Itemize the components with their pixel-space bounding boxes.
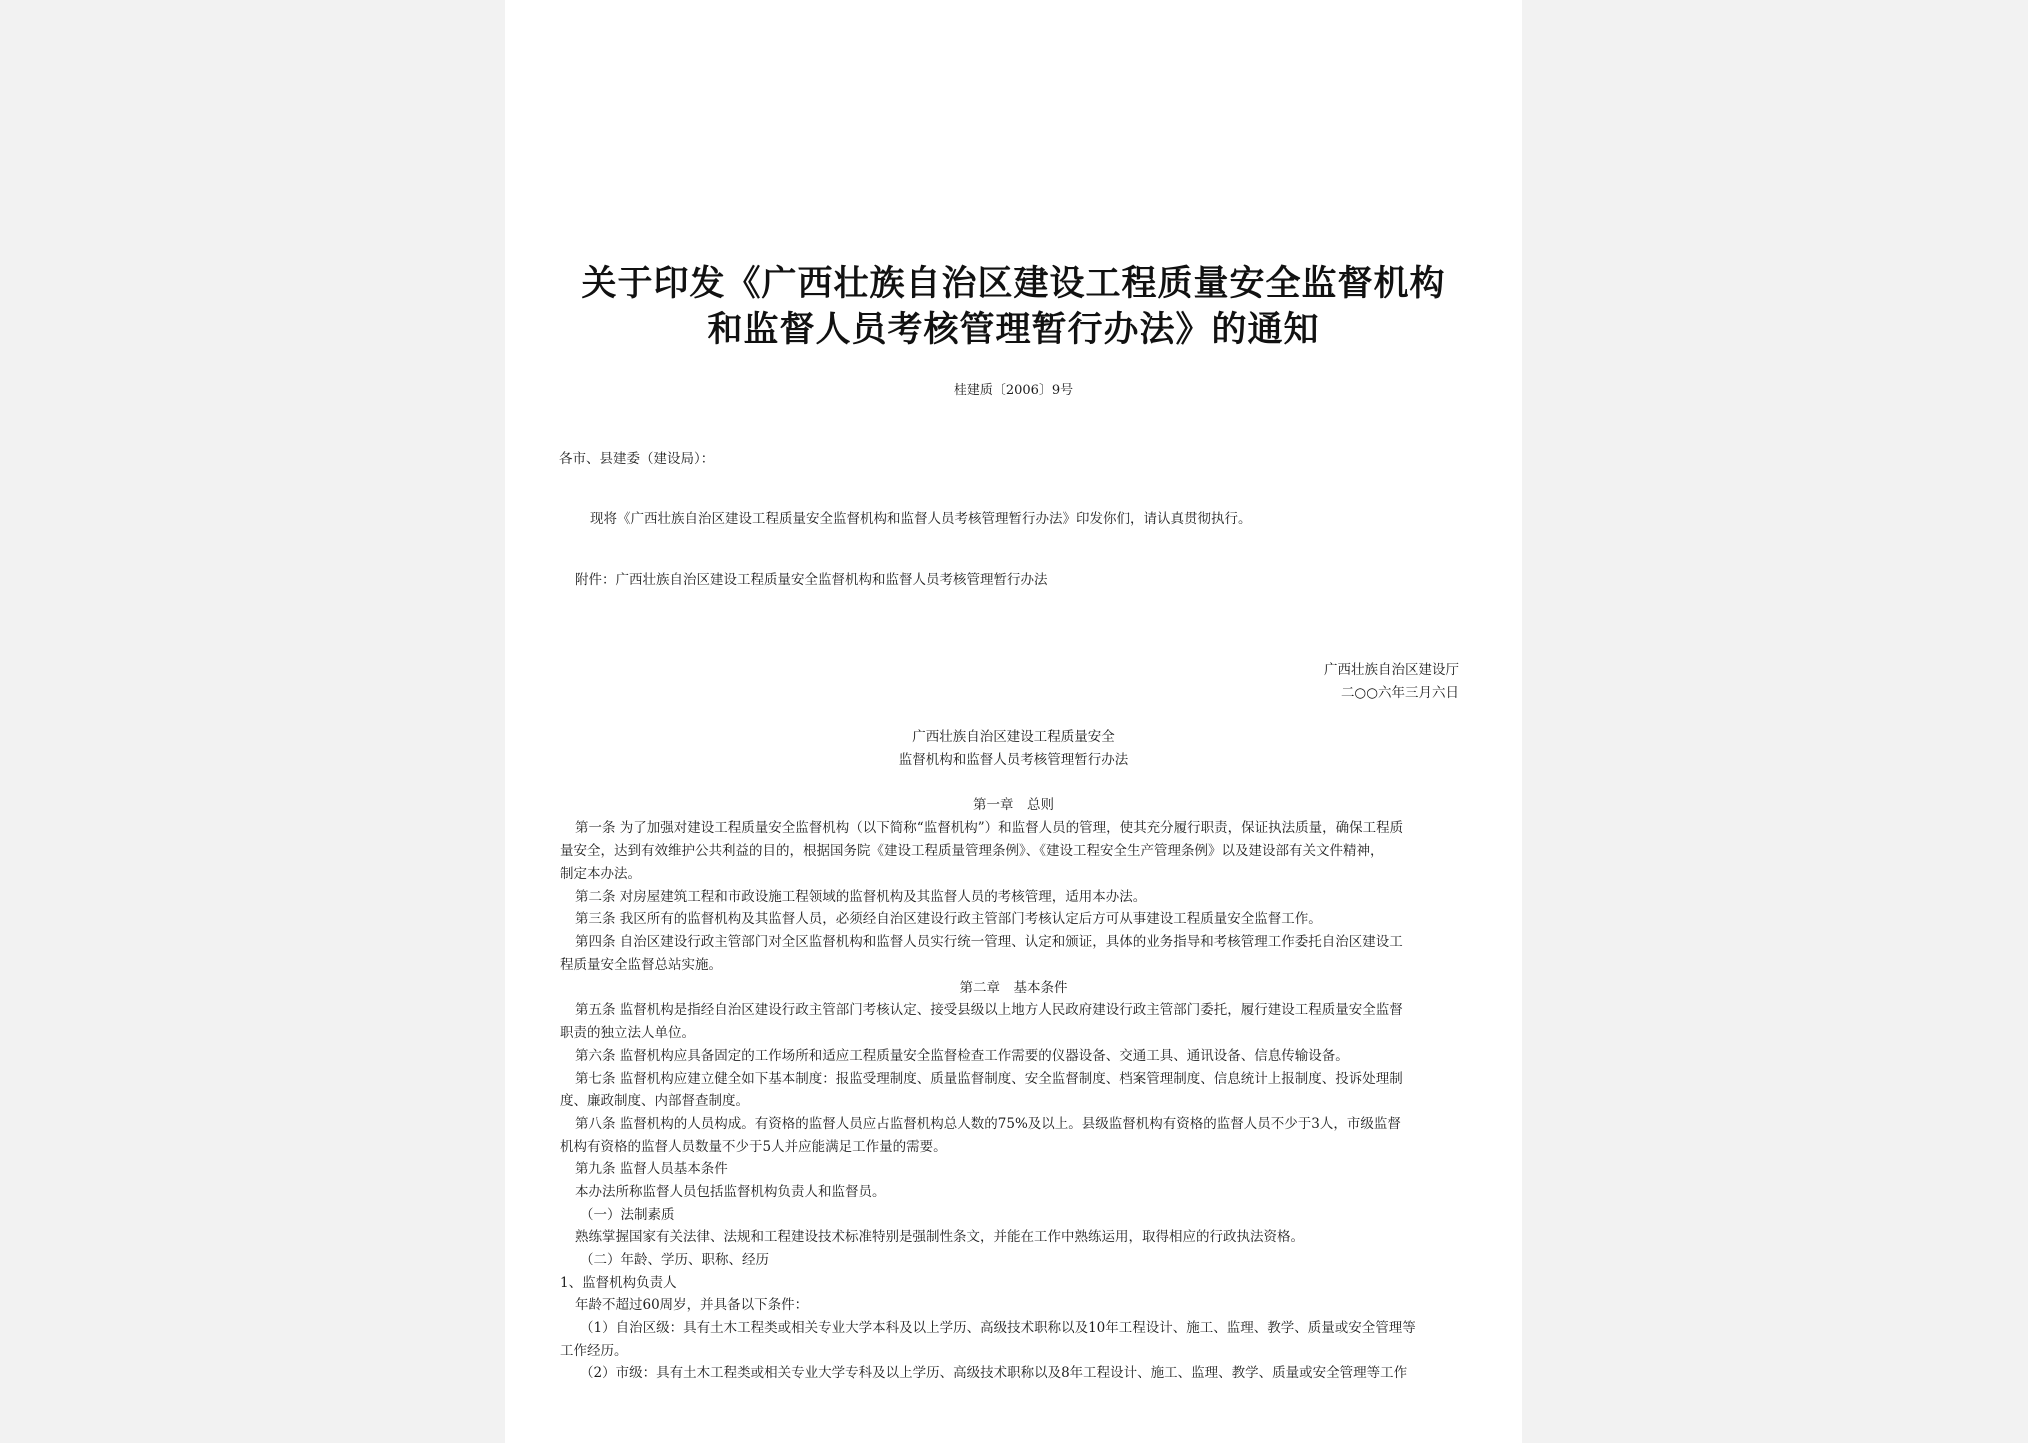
article-5-line-2: 职责的独立法人单位。 — [560, 1025, 695, 1041]
article-2: 第二条 对房屋建筑工程和市政设施工程领域的监督机构及其监督人员的考核管理，适用本办法。 — [575, 889, 1147, 905]
article-7-line-1: 第七条 监督机构应建立健全如下基本制度：报监受理制度、质量监督制度、安全监督制度、档案管理制度、信息统计上报制度、投诉处理制 — [575, 1071, 1403, 1087]
document-page — [505, 0, 1522, 1443]
article-9-section-1: （一）法制素质 — [580, 1207, 675, 1223]
annex-title-line-1: 广西壮族自治区建设工程质量安全 — [912, 729, 1115, 745]
item-1-heading: 1、监督机构负责人 — [560, 1275, 677, 1291]
item-1-1-line-2: 工作经历。 — [560, 1343, 628, 1359]
article-8-line-1: 第八条 监督机构的人员构成。有资格的监督人员应占监督机构总人数的75%及以上。县级监督机构有资格的监督人员不少于3人，市级监督 — [575, 1116, 1401, 1132]
article-7-line-2: 度、廉政制度、内部督查制度。 — [560, 1093, 749, 1109]
article-1-line-1: 第一条 为了加强对建设工程质量安全监督机构（以下简称“监督机构”）和监督人员的管理，使其充分履行职责，保证执法质量，确保工程质 — [575, 820, 1404, 836]
item-1-1-line-1: （1）自治区级：具有土木工程类或相关专业大学本科及以上学历、高级技术职称以及10年工程设计、施工、监理、教学、质量或安全管理等 — [580, 1320, 1416, 1336]
article-5-line-1: 第五条 监督机构是指经自治区建设行政主管部门考核认定、接受县级以上地方人民政府建设行政主管部门委托，履行建设工程质量安全监督 — [575, 1002, 1403, 1018]
issue-date: 二○○六年三月六日 — [1340, 685, 1459, 701]
notice-body: 现将《广西壮族自治区建设工程质量安全监督机构和监督人员考核管理暂行办法》印发你们，请认真贯彻执行。 — [590, 511, 1252, 527]
annex-title-line-2: 监督机构和监督人员考核管理暂行办法 — [898, 752, 1129, 768]
article-9-section-1-text: 熟练掌握国家有关法律、法规和工程建设技术标准特别是强制性条文，并能在工作中熟练运用，取得相应的行政执法资格。 — [575, 1229, 1304, 1245]
article-4-line-2: 程质量安全监督总站实施。 — [560, 957, 722, 973]
article-4-line-1: 第四条 自治区建设行政主管部门对全区监督机构和监督人员实行统一管理、认定和颁证，具体的业务指导和考核管理工作委托自治区建设工 — [575, 934, 1403, 950]
chapter-1-heading: 第一章 总则 — [973, 797, 1054, 813]
article-9: 第九条 监督人员基本条件 — [575, 1161, 728, 1177]
article-3: 第三条 我区所有的监督机构及其监督人员，必须经自治区建设行政主管部门考核认定后方可从事建设工程质量安全监督工作。 — [575, 911, 1322, 927]
notice-title-line-2: 和监督人员考核管理暂行办法》的通知 — [707, 309, 1320, 350]
item-1-2: （2）市级：具有土木工程类或相关专业大学专科及以上学历、高级技术职称以及8年工程设计、施工、监理、教学、质量或安全管理等工作 — [580, 1365, 1408, 1381]
chapter-2-heading: 第二章 基本条件 — [959, 980, 1068, 996]
article-9-intro: 本办法所称监督人员包括监督机构负责人和监督员。 — [575, 1184, 886, 1200]
article-8-line-2: 机构有资格的监督人员数量不少于5人并应能满足工作量的需要。 — [560, 1139, 947, 1155]
article-6: 第六条 监督机构应具备固定的工作场所和适应工程质量安全监督检查工作需要的仪器设备、交通工具、通讯设备、信息传输设备。 — [575, 1048, 1349, 1064]
attachment-line: 附件：广西壮族自治区建设工程质量安全监督机构和监督人员考核管理暂行办法 — [575, 572, 1048, 588]
document-number: 桂建质〔2006〕9号 — [953, 383, 1074, 398]
item-1-text: 年龄不超过60周岁，并具备以下条件： — [575, 1297, 809, 1313]
notice-title-line-1: 关于印发《广西壮族自治区建设工程质量安全监督机构 — [581, 263, 1446, 304]
article-1-line-3: 制定本办法。 — [560, 866, 641, 882]
issuer-name: 广西壮族自治区建设厅 — [1324, 662, 1459, 678]
article-1-line-2: 量安全，达到有效维护公共利益的目的，根据国务院《建设工程质量管理条例》、《建设工程安全生产管理条例》以及建设部有关文件精神， — [560, 843, 1384, 859]
article-9-section-2: （二）年龄、学历、职称、经历 — [580, 1252, 769, 1268]
recipient-line: 各市、县建委（建设局）： — [559, 451, 715, 467]
